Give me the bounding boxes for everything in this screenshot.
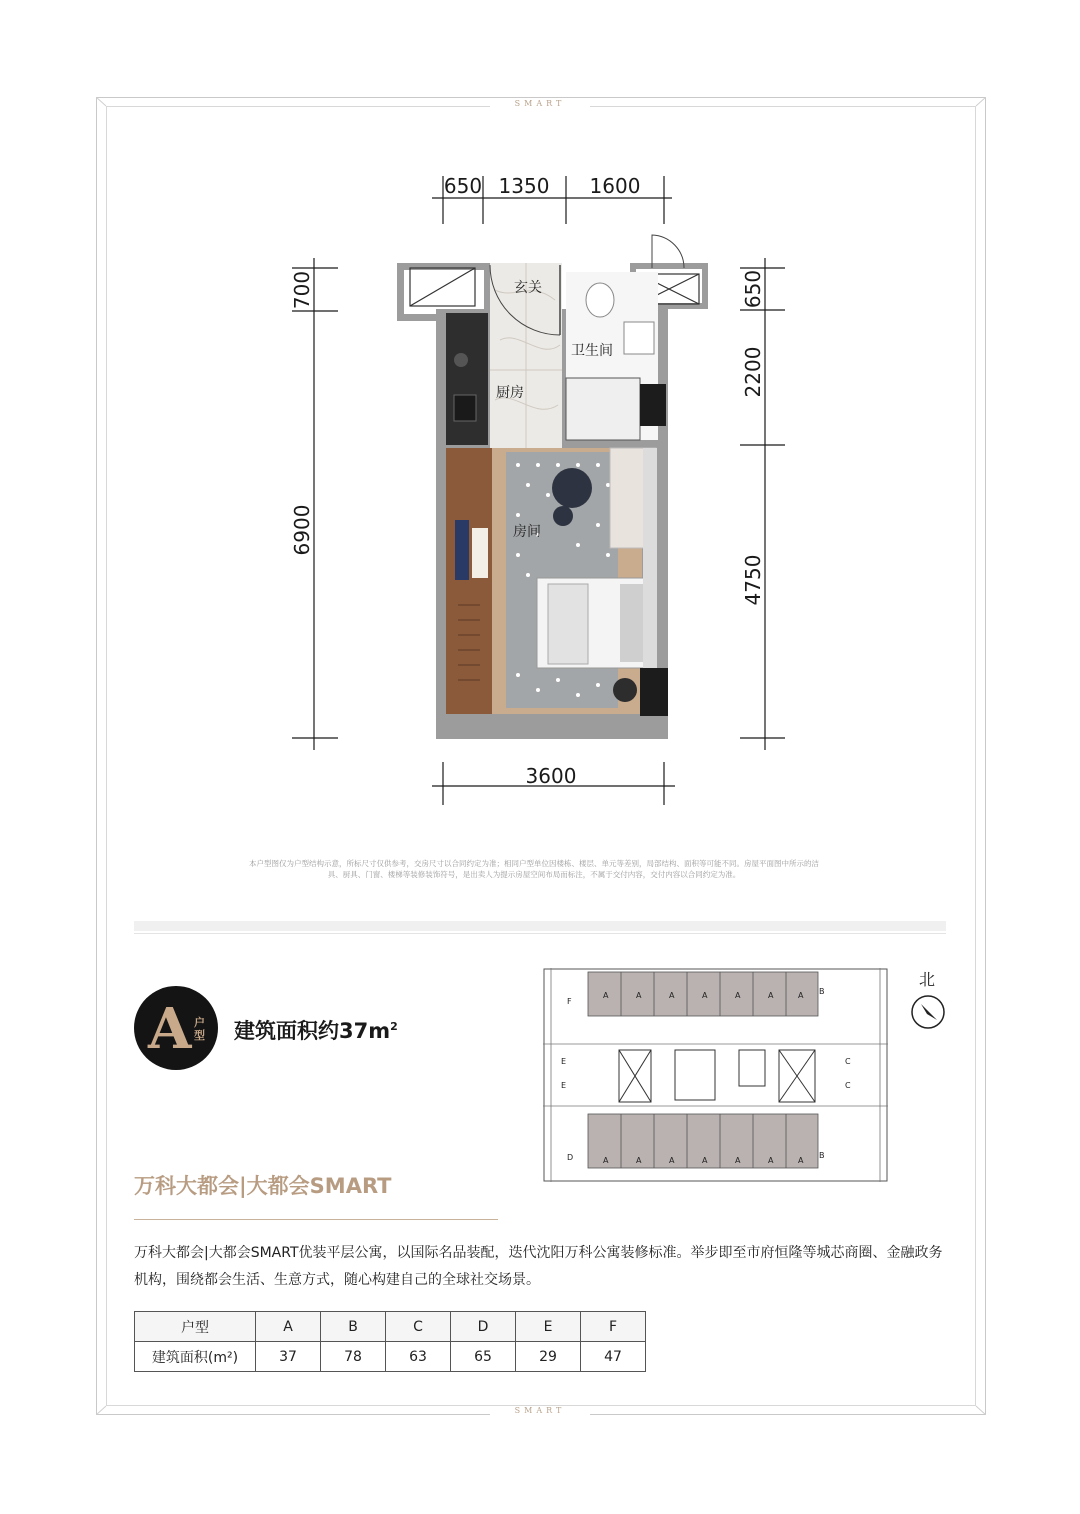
- brand-mark-top: SMART: [490, 99, 590, 108]
- dim-top-650: 650: [443, 174, 483, 198]
- table-row: [135, 1342, 646, 1372]
- keyplan-label-a11: A: [702, 1156, 708, 1165]
- bed-blanket: [548, 584, 588, 664]
- dim-right-2200: 2200: [741, 346, 765, 398]
- keyplan-label-e2: E: [561, 1081, 567, 1090]
- table-area-c: 63: [386, 1342, 451, 1372]
- bed-pillows: [620, 584, 644, 662]
- keyplan-label-a9: A: [636, 1156, 642, 1165]
- keyplan-label-a4: A: [702, 991, 708, 1000]
- desk-paper: [472, 528, 488, 578]
- dim-top-1600: 1600: [589, 174, 641, 198]
- table-area-a: 37: [256, 1342, 321, 1372]
- table-area-e: 29: [516, 1342, 581, 1372]
- table-type-a: A: [256, 1312, 321, 1342]
- project-title: 万科大都会|大都会SMART: [134, 1174, 392, 1198]
- project-description: 万科大都会|大都会SMART优装平层公寓，以国际名品装配，迭代沈阳万科公寓装修标准。举步即至市府恒隆等城芯商圈、金融政务机构，围绕都会生活、生意方式，随心构建自己的全球社交场景。: [134, 1245, 943, 1288]
- keyplan-label-a7: A: [798, 991, 804, 1000]
- dim-right-4750: 4750: [741, 554, 765, 606]
- toilet-icon: [586, 283, 614, 317]
- stove-icon: [454, 353, 468, 367]
- keyplan-label-a13: A: [768, 1156, 774, 1165]
- dim-left-700: 700: [290, 270, 314, 310]
- room-label-entry: 玄关: [514, 280, 542, 296]
- tv-icon: [455, 520, 469, 580]
- table-type-f: F: [581, 1312, 646, 1342]
- keyplan-label-a14: A: [798, 1156, 804, 1165]
- kitchen-counter: [446, 313, 488, 445]
- floor-plan: [270, 165, 810, 805]
- unit-area-text: 建筑面积约37m: [234, 1019, 391, 1043]
- nightstand: [640, 668, 668, 716]
- washbasin-icon: [624, 322, 654, 354]
- section-divider: [134, 921, 946, 931]
- room-label-bathroom: 卫生间: [571, 343, 613, 359]
- keyplan-label-a6: A: [768, 991, 774, 1000]
- building-key-plan: [543, 968, 888, 1182]
- room-label-kitchen: 厨房: [496, 385, 524, 401]
- keyplan-label-c1: C: [845, 1057, 851, 1066]
- table-type-e: E: [516, 1312, 581, 1342]
- table-type-d: D: [451, 1312, 516, 1342]
- armchair: [613, 678, 637, 702]
- keyplan-label-b-bottom: B: [819, 1151, 825, 1160]
- bathroom-cabinet: [640, 384, 666, 426]
- table-header-label: 户型: [135, 1312, 256, 1342]
- keyplan-label-e1: E: [561, 1057, 567, 1066]
- window-sill: [643, 448, 657, 668]
- north-arrow-icon: [910, 994, 946, 1030]
- brand-mark-bottom: SMART: [490, 1406, 590, 1415]
- table-area-d: 65: [451, 1342, 516, 1372]
- unit-area-sup: 2: [390, 1020, 398, 1033]
- keyplan-label-a2: A: [636, 991, 642, 1000]
- keyplan-label-c2: C: [845, 1081, 851, 1090]
- keyplan-label-b-top: B: [819, 987, 825, 996]
- keyplan-label-a8: A: [603, 1156, 609, 1165]
- keyplan-label-a12: A: [735, 1156, 741, 1165]
- dim-top-1350: 1350: [498, 174, 550, 198]
- wood-wardrobe: [446, 448, 492, 714]
- table-header-row: [135, 1312, 646, 1342]
- room-label-room: 房间: [513, 524, 541, 540]
- table-area-f: 47: [581, 1342, 646, 1372]
- side-table: [553, 506, 573, 526]
- title-underline: [134, 1219, 498, 1220]
- dim-left-6900: 6900: [290, 504, 314, 556]
- keyplan-label-a10: A: [669, 1156, 675, 1165]
- dim-bottom-3600: 3600: [525, 764, 577, 788]
- keyplan-label-a1: A: [603, 991, 609, 1000]
- keyplan-label-f: F: [567, 997, 572, 1006]
- section-divider-line: [134, 933, 946, 934]
- shower-area: [566, 378, 640, 440]
- dimension-right: [740, 258, 785, 750]
- coffee-table: [552, 468, 592, 508]
- unit-area-table: [134, 1311, 646, 1372]
- keyplan-label-d: D: [567, 1153, 574, 1162]
- sink-icon: [454, 395, 476, 421]
- dimension-left: [292, 258, 338, 750]
- badge-sub: 户型: [194, 1016, 205, 1042]
- table-type-b: B: [321, 1312, 386, 1342]
- dim-right-650: 650: [741, 269, 765, 309]
- unit-type-badge: [134, 986, 218, 1070]
- table-area-b: 78: [321, 1342, 386, 1372]
- disclaimer: 本户型图仅为户型结构示意，所标尺寸仅供参考，交房尺寸以合同约定为准；相同户型单位因楼栋、楼层、单元等差别，局部结构、面积等可能不同。房屋平面图中所示的洁具、厨具、门窗、楼梯等装修装饰符号，是出卖人为提示房屋空间布局而标注，不属于交付内容，交付内容以合同约定为准。: [249, 859, 819, 879]
- unit-area-title: [234, 1015, 398, 1045]
- north-label: 北: [919, 970, 936, 989]
- table-type-c: C: [386, 1312, 451, 1342]
- keyplan-label-a5: A: [735, 991, 741, 1000]
- badge-letter: A: [148, 996, 192, 1062]
- table-row-label: 建筑面积(m²): [135, 1342, 256, 1372]
- keyplan-label-a3: A: [669, 991, 675, 1000]
